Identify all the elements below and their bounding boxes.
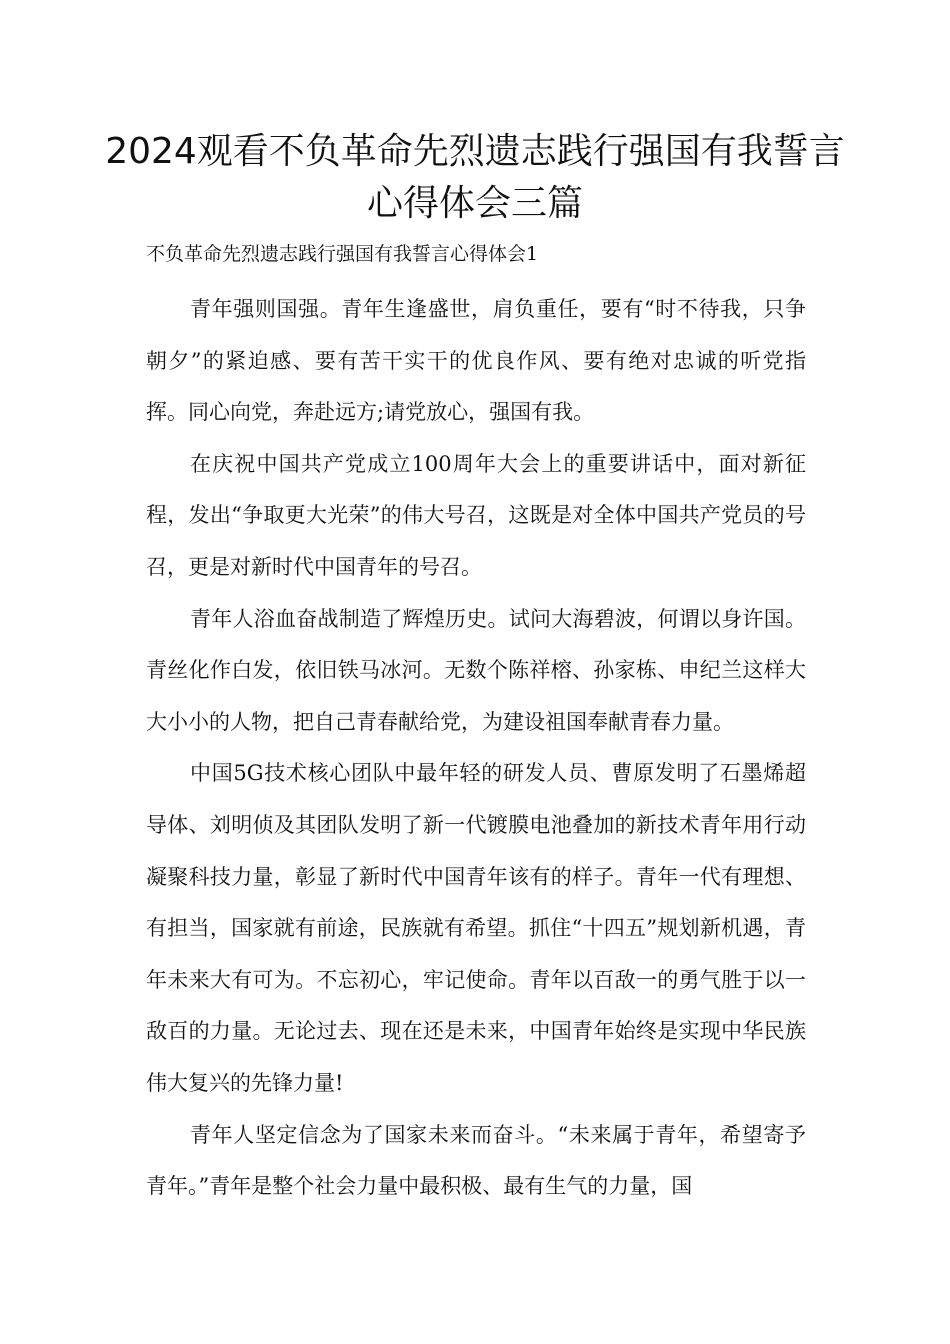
paragraph-5: 青年人坚定信念为了国家未来而奋斗。“未来属于青年，希望寄予青年。”青年是整个社会力量中最积极、最有生气的力量，国 (146, 1122, 806, 1199)
section-heading: 不负革命先烈遗志践行强国有我誓言心得体会1 (146, 243, 539, 265)
document-title: 2024观看不负革命先烈遗志践行强国有我誓言心得体会三篇 (105, 131, 845, 224)
document-body (146, 284, 806, 1213)
paragraph-2: 在庆祝中国共产党成立100周年大会上的重要讲话中，面对新征程，发出“争取更大光荣”的伟大号召，这既是对全体中国共产党员的号召，更是对新时代中国青年的号召。 (146, 451, 806, 579)
paragraph-4: 中国5G技术核心团队中最年轻的研发人员、曹原发明了石墨烯超导体、刘明侦及其团队发明了新一代镀膜电池叠加的新技术青年用行动凝聚科技力量，彰显了新时代中国青年该有的样子。青年一代有理想、有担当，国家就有前途，民族就有希望。抓住“十四五”规划新机遇，青年未来大有可为。不忘初心，牢记使命。青年以百敌一的勇气胜于以一敌百的力量。无论过去、现在还是未来，中国青年始终是实现中华民族伟大复兴的先锋力量! (146, 761, 806, 1095)
paragraph-1: 青年强则国强。青年生逢盛世，肩负重任，要有“时不待我，只争朝夕”的紧迫感、要有苦干实干的优良作风、要有绝对忠诚的听党指挥。同心向党，奔赴远方;请党放心，强国有我。 (146, 297, 806, 425)
paragraph-3: 青年人浴血奋战制造了辉煌历史。试问大海碧波，何谓以身许国。青丝化作白发，依旧铁马冰河。无数个陈祥榕、孙家栋、申纪兰这样大大小小的人物，把自己青春献给党，为建设祖国奉献青春力量。 (146, 606, 806, 734)
